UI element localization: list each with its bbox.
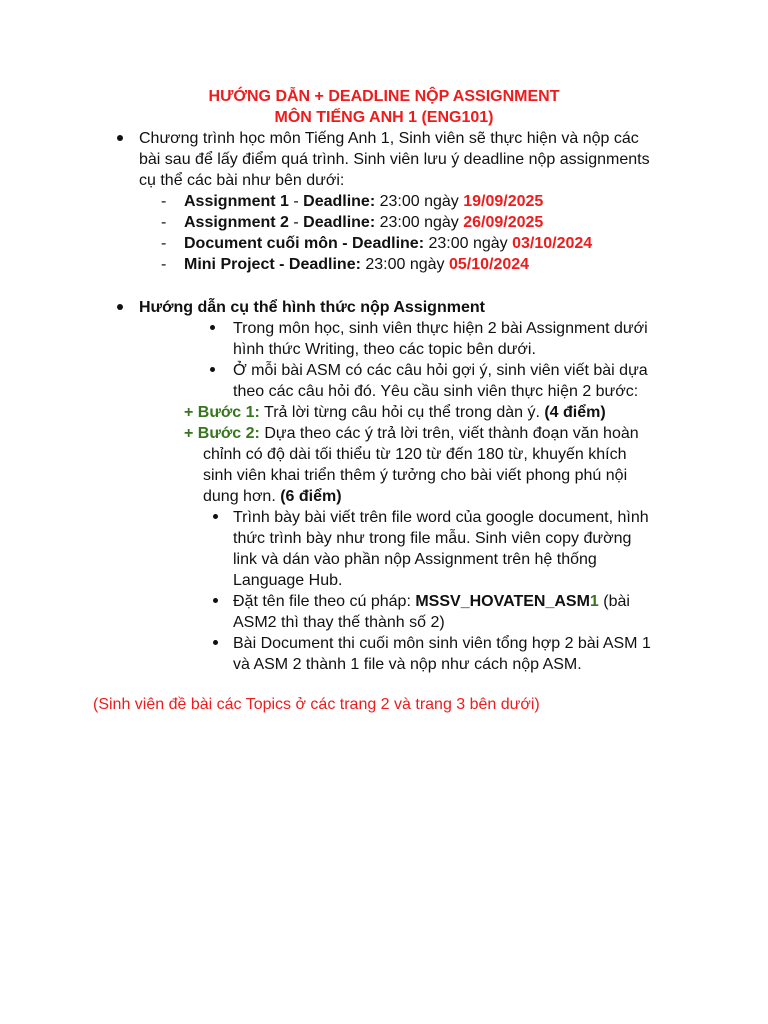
sub-bullet-line: Bài Document thi cuối môn sinh viên tổng hợp 2 bài ASM 1 [233,635,651,652]
step-points: (6 điểm) [280,488,342,505]
step-points: (4 điểm) [544,404,606,421]
file-naming-digit: 1 [589,593,599,610]
sub-bullet-line: ASM2 thì thay thế thành số 2) [233,614,445,631]
step-2-line: chỉnh có độ dài tối thiểu từ 120 từ đến 180 từ, khuyến khích [203,446,627,463]
step-2-last-line [203,486,342,507]
topics-note: (Sinh viên đề bài các Topics ở các trang 2 và trang 3 bên dưới) [93,696,540,713]
deadline-item-assignment-1 [184,191,543,212]
sub-bullet-line: Language Hub. [233,572,343,589]
file-naming-post: (bài [598,593,630,610]
step-2-line: sinh viên khai triển thêm ý tưởng cho bài viết phong phú nội [203,467,628,484]
deadline-sep: - [288,214,304,231]
deadline-time: 23:00 ngày [375,193,464,210]
bullet-dot [213,598,218,603]
deadline-name: Assignment 1 [184,193,289,210]
file-naming-line [233,591,630,612]
deadline-date: 03/10/2024 [512,235,593,252]
bullet-dot [117,135,123,141]
deadline-date: 26/09/2025 [463,214,544,231]
deadline-date: 19/09/2025 [463,193,544,210]
document-subtitle: MÔN TIẾNG ANH 1 (ENG101) [274,109,494,126]
step-label: + Bước 2: [184,425,260,442]
bullet-dot [117,304,123,310]
guide-heading: Hướng dẫn cụ thể hình thức nộp Assignment [139,299,485,316]
step-text: Trả lời từng câu hỏi cụ thể trong dàn ý. [259,404,545,421]
dash-marker: - [161,256,167,273]
bullet-dot [213,640,218,645]
sub-bullet-line: link và dán vào phần nộp Assignment trên hệ thống [233,551,597,568]
deadline-name: Mini Project - Deadline: [184,256,361,273]
document-title: HƯỚNG DẪN + DEADLINE NỘP ASSIGNMENT [208,88,560,105]
dash-marker: - [161,193,167,210]
deadline-time: 23:00 ngày [360,256,449,273]
dash-marker: - [161,235,167,252]
deadline-item-assignment-2 [184,212,543,233]
intro-line: bài sau để lấy điểm quá trình. Sinh viên lưu ý deadline nộp assignments [139,151,650,168]
step-text: Dựa theo các ý trả lời trên, viết thành đoạn văn hoàn [259,425,639,442]
sub-bullet-line: và ASM 2 thành 1 file và nộp như cách nộp ASM. [233,656,582,673]
sub-bullet-line: Trình bày bài viết trên file word của google document, hình [233,509,649,526]
deadline-name: Assignment 2 [184,214,289,231]
guide-bullet-line: theo các câu hỏi đó. Yêu cầu sinh viên thực hiện 2 bước: [233,383,639,400]
deadline-item-document [184,233,592,254]
guide-bullet-line: hình thức Writing, theo các topic bên dưới. [233,341,536,358]
intro-line: cụ thể các bài như bên dưới: [139,172,345,189]
file-naming-pre: Đặt tên file theo cú pháp: [233,593,416,610]
step-label: + Bước 1: [184,404,260,421]
deadline-time: 23:00 ngày [375,214,464,231]
step-1 [184,402,606,423]
step-text: dung hơn. [203,488,281,505]
guide-bullet-line: Trong môn học, sinh viên thực hiện 2 bài Assignment dưới [233,320,648,337]
deadline-item-mini-project [184,254,529,275]
intro-line: Chương trình học môn Tiếng Anh 1, Sinh viên sẽ thực hiện và nộp các [139,130,639,147]
deadline-label: Deadline: [303,193,376,210]
bullet-dot [210,367,215,372]
file-naming-code: MSSV_HOVATEN_ASM [415,593,590,610]
sub-bullet-line: thức trình bày như trong file mẫu. Sinh viên copy đường [233,530,632,547]
dash-marker: - [161,214,167,231]
bullet-dot [213,514,218,519]
deadline-sep: - [288,193,304,210]
deadline-label: Deadline: [303,214,376,231]
deadline-time: 23:00 ngày [424,235,513,252]
step-2 [184,423,639,444]
guide-bullet-line: Ở mỗi bài ASM có các câu hỏi gợi ý, sinh viên viết bài dựa [233,362,648,379]
bullet-dot [210,325,215,330]
deadline-name: Document cuối môn - Deadline: [184,235,425,252]
deadline-date: 05/10/2024 [449,256,530,273]
